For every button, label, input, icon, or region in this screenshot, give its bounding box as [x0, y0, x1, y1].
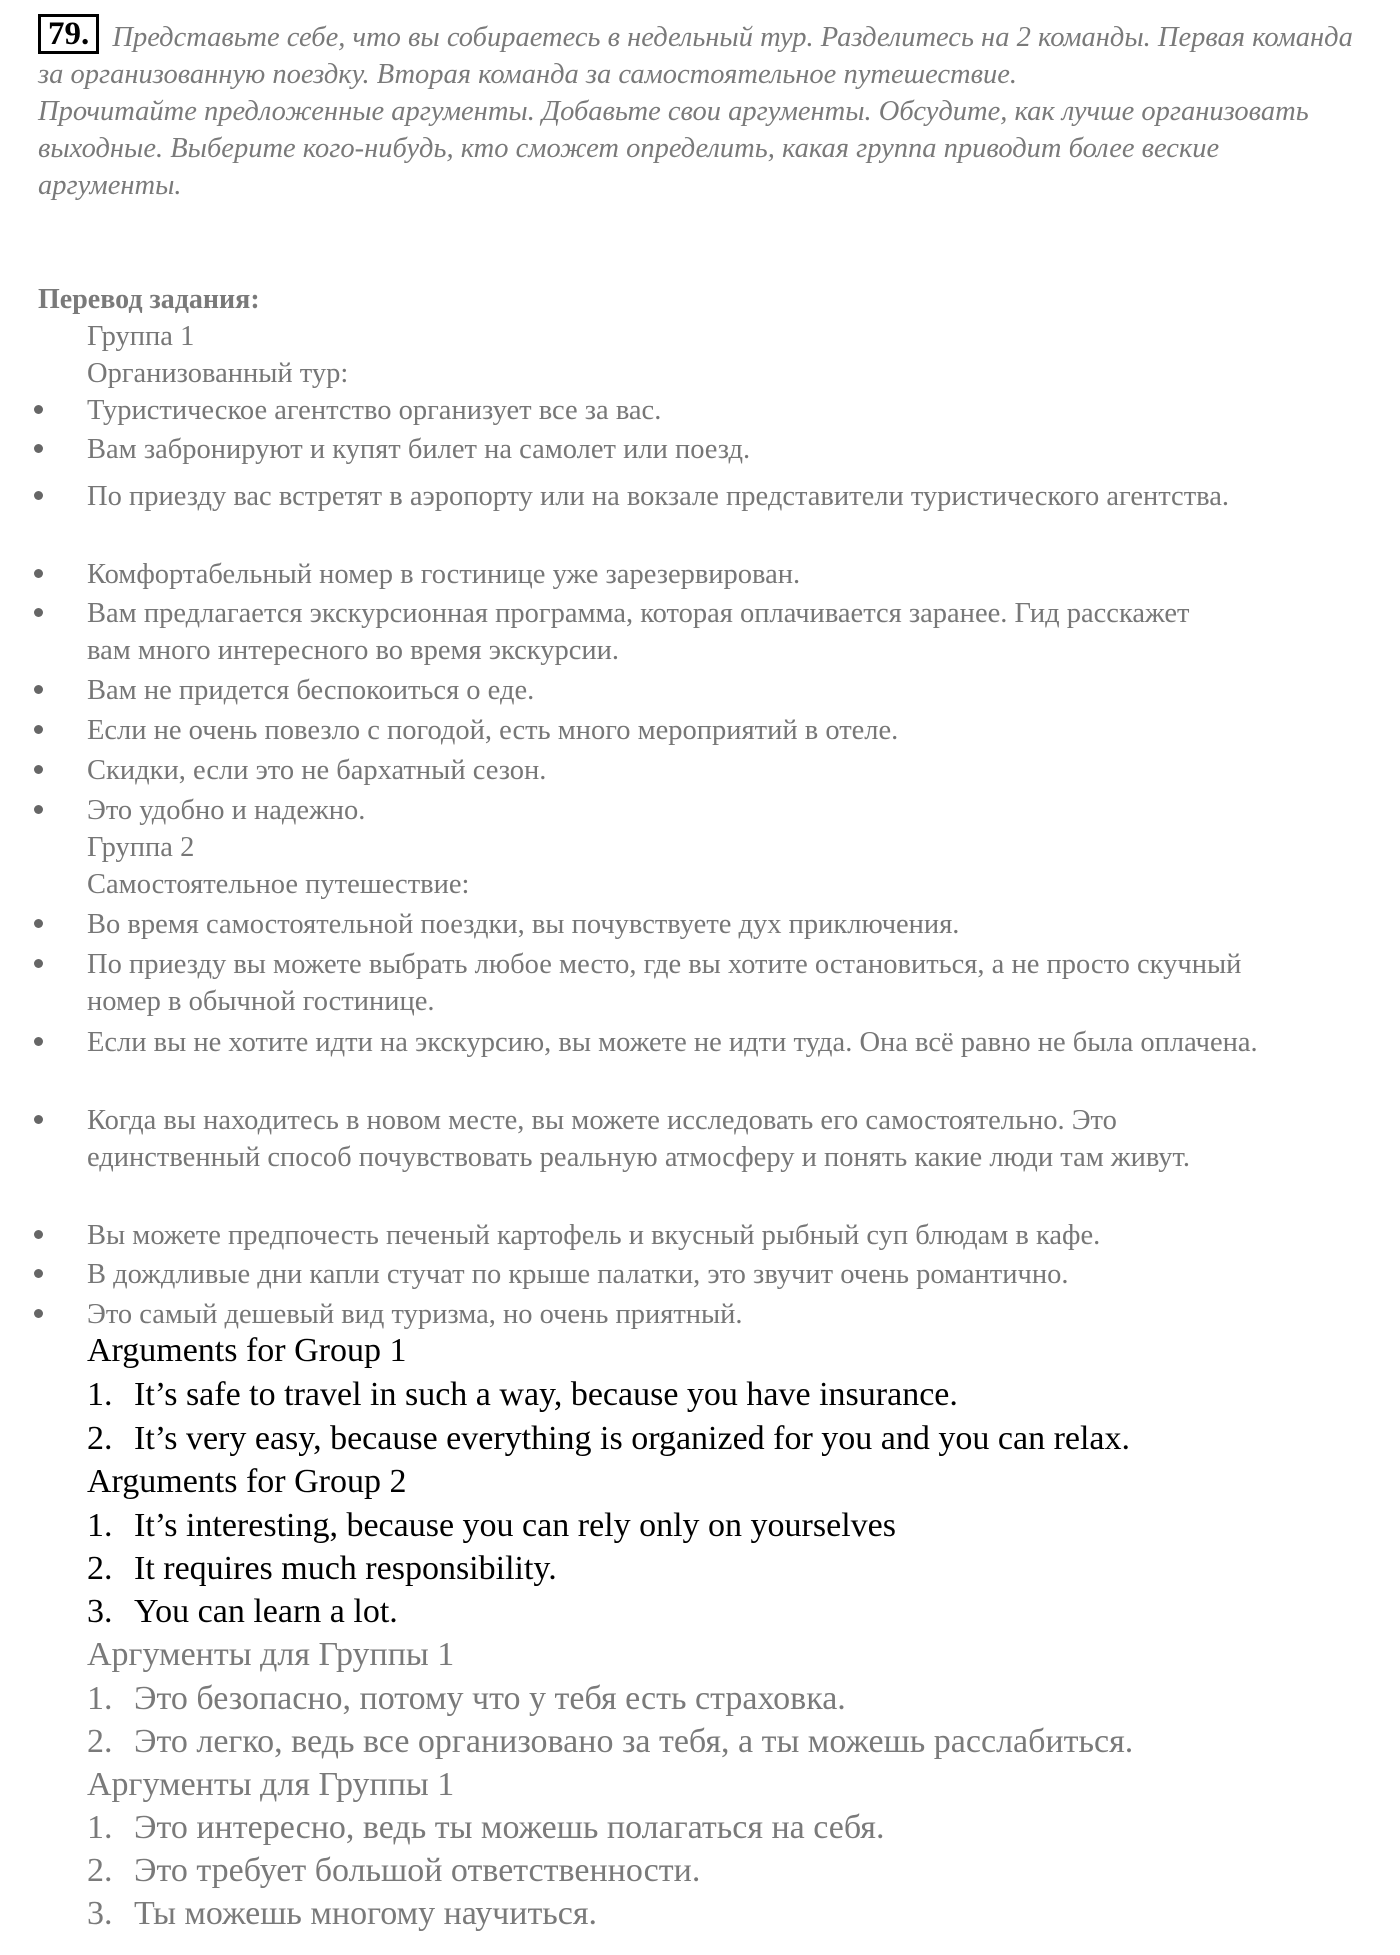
bullet-icon: [34, 608, 43, 617]
list-item: Вы можете предпочесть печеный картофель и вкусный рыбный суп блюдам в кафе.: [87, 1220, 1101, 1251]
bullet-icon: [34, 765, 43, 774]
list-item: Вам не придется беспокоиться о еде.: [87, 675, 535, 706]
list-item: Туристическое агентство организует все за вас.: [87, 395, 662, 426]
item-number: 1.: [87, 1507, 113, 1544]
ru-group2-item: [87, 1807, 884, 1849]
item-number: 2.: [87, 1420, 113, 1457]
translation-heading: Перевод задания:: [38, 284, 260, 315]
item-text: Это безопасно, потому что у тебя есть страховка.: [134, 1680, 846, 1717]
task-text: Представьте себе, что вы собираетесь в недельный тур. Разделитесь на 2 команды. Первая команда за организованную поездку. Вторая команда за самостоятельное путешествие.: [38, 22, 1353, 90]
item-number: 3.: [87, 1895, 113, 1932]
list-item: Если вы не хотите идти на экскурсию, вы можете не идти туда. Она всё равно не была оплачена.: [87, 1027, 1258, 1058]
ru-group1-title: Аргументы для Группы 1: [87, 1636, 455, 1673]
ru-group1-item: [87, 1678, 846, 1720]
bullet-icon: [34, 1230, 43, 1239]
item-text: You can learn a lot.: [134, 1593, 398, 1630]
bullet-icon: [34, 805, 43, 814]
task-number: 79.: [38, 14, 99, 54]
ru-group2-item: [87, 1850, 700, 1892]
group2-title: Группа 2: [87, 832, 195, 863]
bullet-icon: [34, 725, 43, 734]
item-text: It requires much responsibility.: [134, 1550, 557, 1587]
en-group2-item: [87, 1548, 557, 1590]
item-text: It’s safe to travel in such a way, because you have insurance.: [134, 1376, 958, 1413]
task-text-2: Прочитайте предложенные аргументы. Добавьте свои аргументы. Обсудите, как лучше организовать выходные. Выберите кого-нибудь, кто сможет определить, какая группа приводит более веские аргументы.: [38, 96, 1309, 201]
en-group2-item: [87, 1591, 398, 1633]
en-group1-item: [87, 1374, 958, 1416]
item-number: 2.: [87, 1550, 113, 1587]
list-item: Когда вы находитесь в новом месте, вы можете исследовать его самостоятельно. Это единственный способ почувствовать реальную атмосферу и понять какие люди там живут.: [87, 1105, 1190, 1173]
ru-group2-title: Аргументы для Группы 1: [87, 1766, 455, 1803]
en-group1-title: Arguments for Group 1: [87, 1332, 407, 1369]
task-statement: [38, 14, 1358, 204]
en-group2-item: [87, 1505, 896, 1547]
item-text: Ты можешь многому научиться.: [134, 1895, 598, 1932]
bullet-icon: [34, 1037, 43, 1046]
bullet-icon: [34, 491, 43, 500]
en-group1-item: [87, 1418, 1130, 1460]
list-item: Если не очень повезло с погодой, есть много мероприятий в отеле.: [87, 715, 899, 746]
en-group2-title: Arguments for Group 2: [87, 1463, 407, 1500]
bullet-icon: [34, 919, 43, 928]
item-number: 2.: [87, 1723, 113, 1760]
item-text: Это требует большой ответственности.: [134, 1852, 701, 1889]
bullet-icon: [34, 569, 43, 578]
bullet-icon: [34, 1115, 43, 1124]
list-item: По приезду вас встретят в аэропорту или на вокзале представители туристического агентства.: [87, 481, 1230, 512]
group2-subtitle: Самостоятельное путешествие:: [87, 869, 470, 900]
bullet-icon: [34, 1269, 43, 1278]
bullet-icon: [34, 444, 43, 453]
list-item: Скидки, если это не бархатный сезон.: [87, 755, 547, 786]
item-text: It’s very easy, because everything is organized for you and you can relax.: [134, 1420, 1131, 1457]
list-item: Это удобно и надежно.: [87, 795, 366, 826]
item-text: Это легко, ведь все организовано за тебя, а ты можешь расслабиться.: [134, 1723, 1134, 1760]
bullet-icon: [34, 685, 43, 694]
item-text: Это интересно, ведь ты можешь полагаться на себя.: [134, 1809, 885, 1846]
item-number: 1.: [87, 1680, 113, 1717]
list-item: Вам забронируют и купят билет на самолет или поезд.: [87, 434, 751, 465]
bullet-icon: [34, 1309, 43, 1318]
item-number: 2.: [87, 1852, 113, 1889]
list-item: В дождливые дни капли стучат по крыше палатки, это звучит очень романтично.: [87, 1259, 1069, 1290]
list-item: По приезду вы можете выбрать любое место, где вы хотите остановиться, а не просто скучный номер в обычной гостинице.: [87, 949, 1242, 1017]
list-item: Комфортабельный номер в гостинице уже зарезервирован.: [87, 559, 801, 590]
ru-group1-item: [87, 1721, 1133, 1763]
bullet-icon: [34, 959, 43, 968]
group1-title: Группа 1: [87, 321, 195, 352]
list-item: Во время самостоятельной поездки, вы почувствуете дух приключения.: [87, 909, 960, 940]
group1-subtitle: Организованный тур:: [87, 358, 349, 389]
bullet-icon: [34, 405, 43, 414]
item-number: 1.: [87, 1376, 113, 1413]
list-item: Это самый дешевый вид туризма, но очень приятный.: [87, 1299, 743, 1330]
item-text: It’s interesting, because you can rely only on yourselves: [134, 1507, 896, 1544]
item-number: 1.: [87, 1809, 113, 1846]
ru-group2-item: [87, 1893, 597, 1935]
item-number: 3.: [87, 1593, 113, 1630]
list-item: Вам предлагается экскурсионная программа, которая оплачивается заранее. Гид расскажет вам много интересного во время экскурсии.: [87, 598, 1190, 666]
